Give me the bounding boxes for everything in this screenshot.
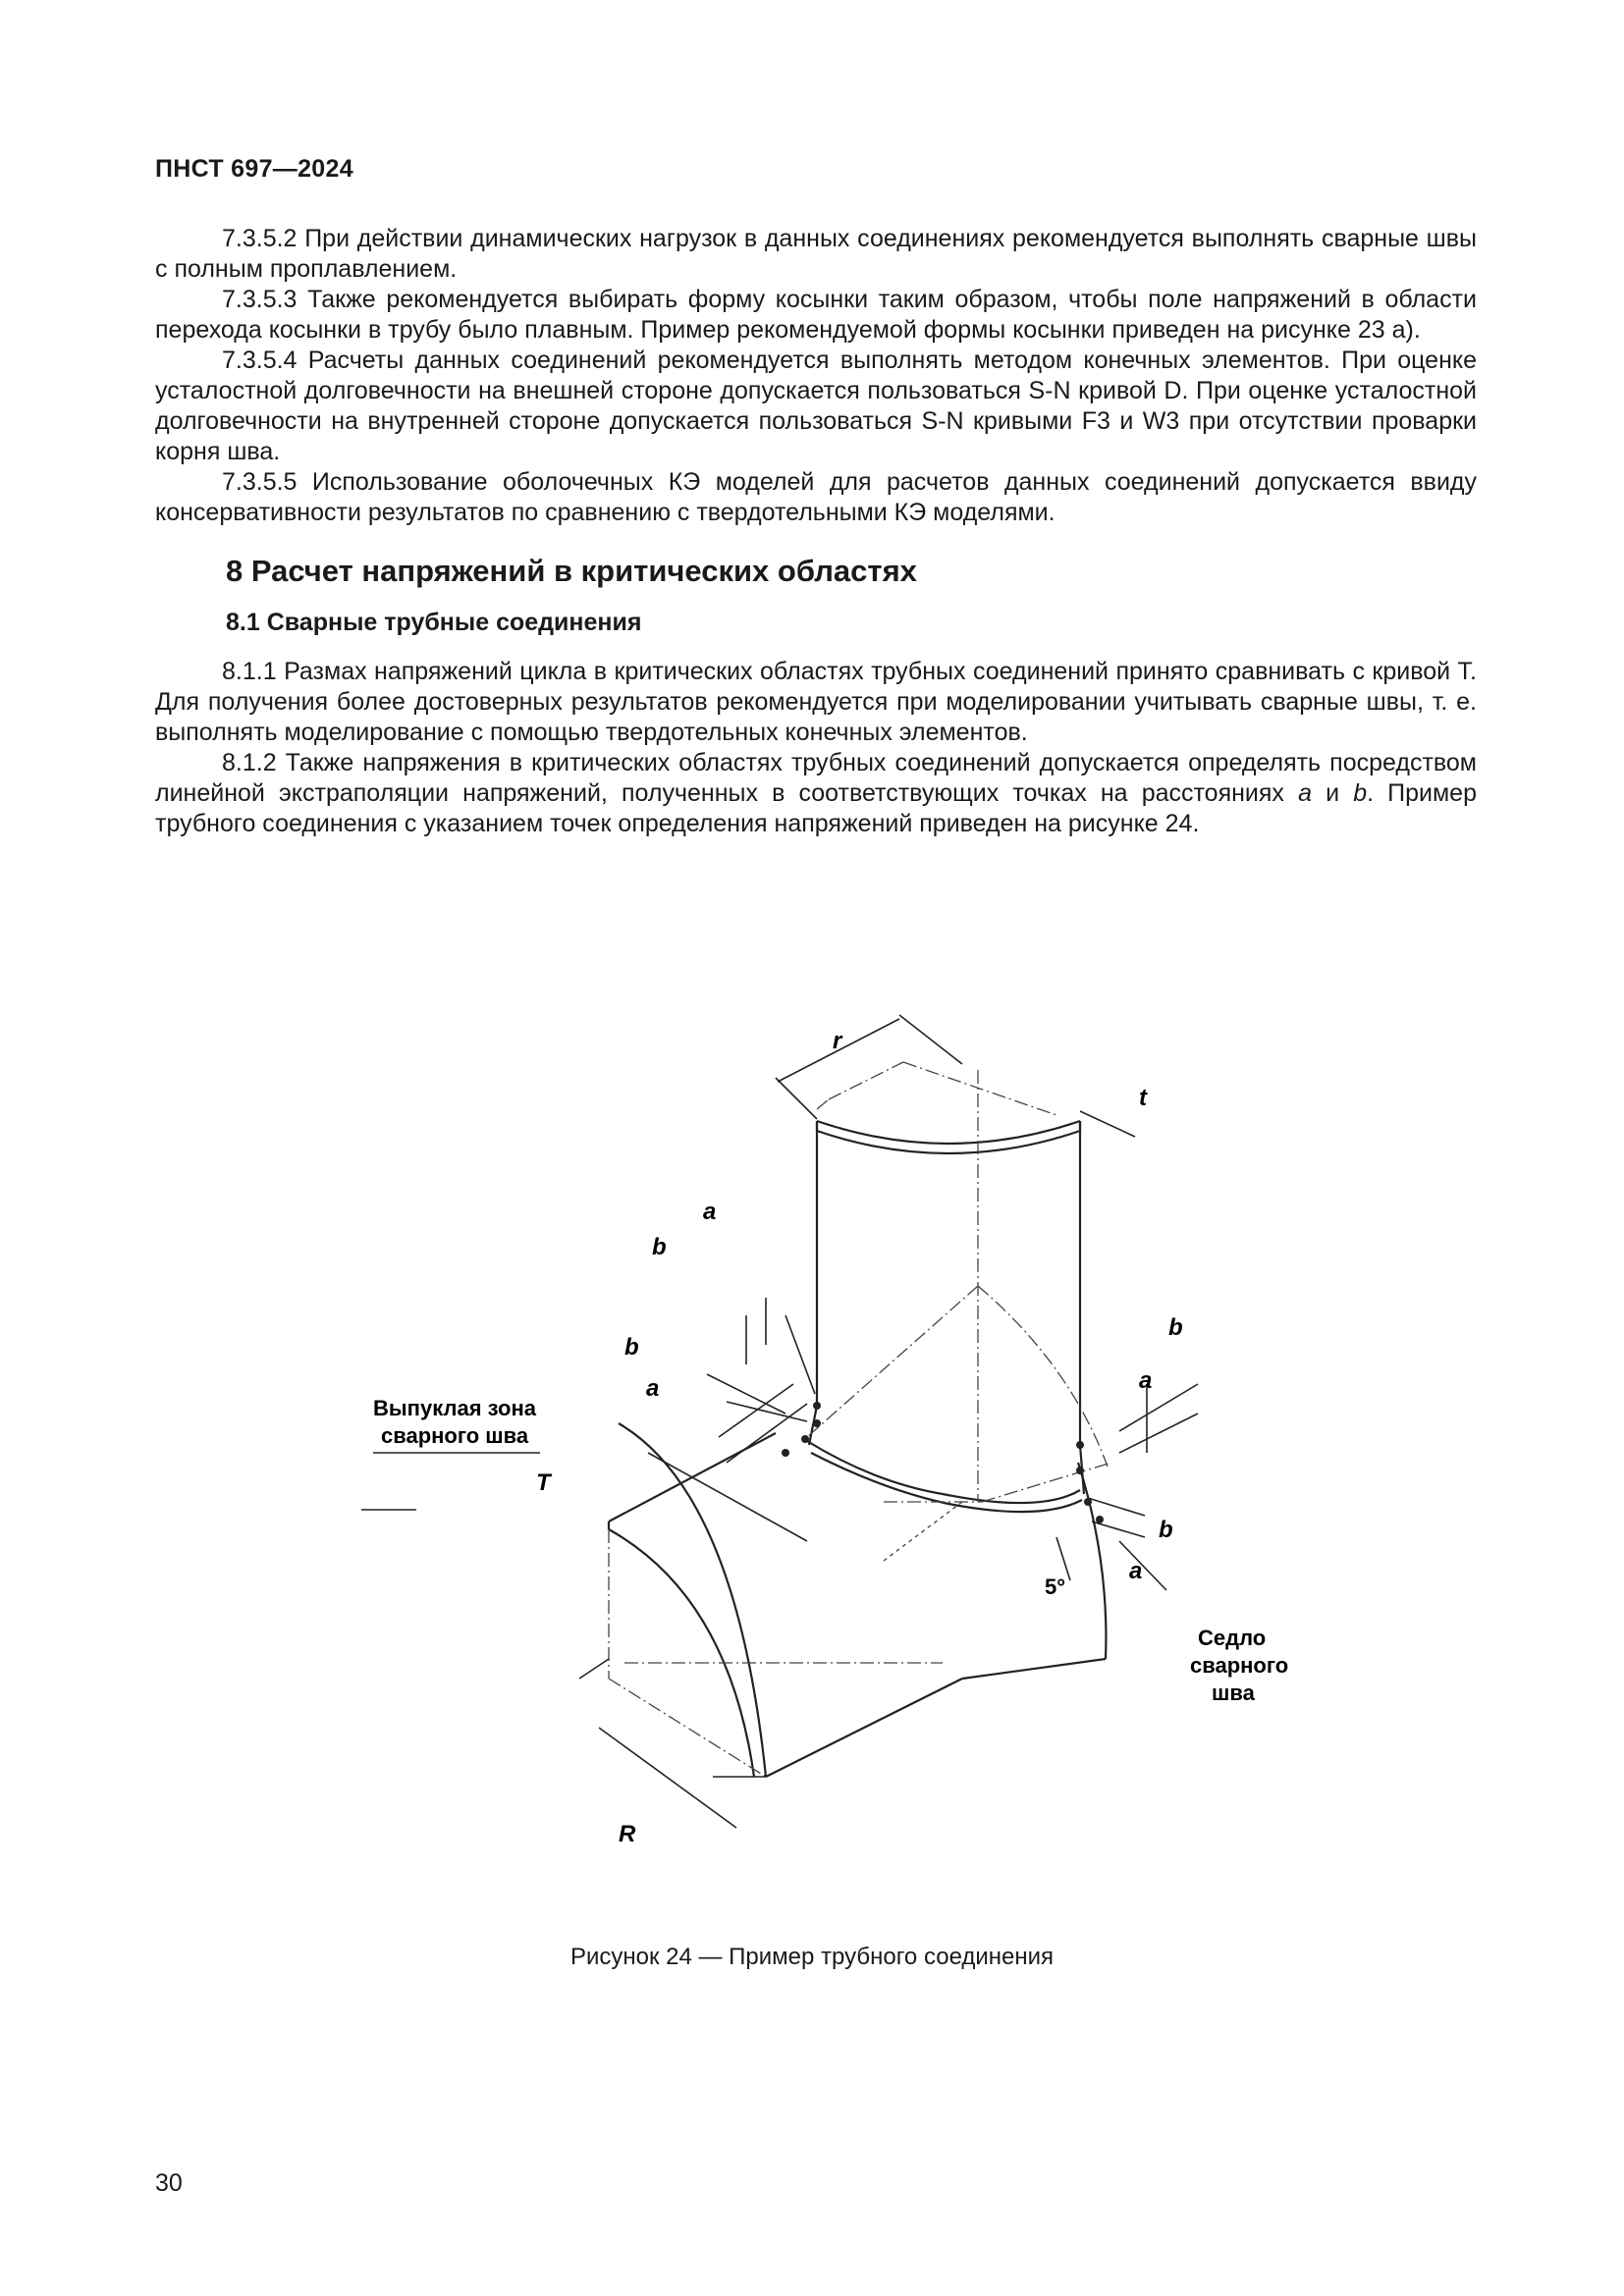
label-a-right: a xyxy=(1139,1367,1153,1394)
label-b-lower: b xyxy=(1159,1517,1173,1543)
paragraph-7-3-5-3: 7.3.5.3 Также рекомендуется выбирать форму косынки таким образом, чтобы поле напряжений в области перехода косынки в трубу было плавным. Пример рекомендуемой формы косынки приведен на рисунке 23 а). xyxy=(155,286,1477,344)
paragraph-7-3-5-2: 7.3.5.2 При действии динамических нагрузок в данных соединениях рекомендуется выполнять сварные швы с полным проплавлением. xyxy=(155,225,1477,283)
paragraph-8-1-2 xyxy=(155,748,1477,839)
label-convex-1: Выпуклая зона xyxy=(373,1396,536,1420)
label-t: t xyxy=(1139,1085,1147,1111)
paragraph-8-1-2-start: 8.1.2 Также напряжения в критических областях трубных соединений допускается определять посредством линейной экстраполяции напряжений, полученных в соответствующих точках на расстояниях xyxy=(155,749,1477,807)
paragraph-8-1-2-end: . Пример трубного соединения с указанием точек определения напряжений приведен на рисунке 24. xyxy=(155,779,1477,837)
label-T: T xyxy=(536,1469,551,1496)
symbol-b: b xyxy=(1353,779,1368,807)
weld-line-upper xyxy=(807,1441,1080,1503)
label-saddle-2: сварного xyxy=(1190,1653,1289,1678)
tubular-joint-drawing xyxy=(353,991,1316,1875)
paragraph-7-3-5-4: 7.3.5.4 Расчеты данных соединений рекомендуется выполнять методом конечных элементов. При оценке усталостной долговечности на внешней стороне допускается пользоваться S-N кривой D. При оценке усталостной долговечности на внутренней стороне допускается пользоваться S-N кривыми F3 и W3 при отсутствии проварки корня шва. xyxy=(155,347,1477,465)
label-saddle-1: Седло xyxy=(1198,1626,1267,1650)
document-code-header: ПНСТ 697—2024 xyxy=(155,155,353,183)
label-a-top: a xyxy=(703,1199,717,1225)
figure-caption: Рисунок 24 — Пример трубного соединения xyxy=(569,1944,1055,1970)
tubular-joint-figure xyxy=(353,991,1316,1875)
dim-t-line xyxy=(1080,1111,1135,1137)
symbol-a: a xyxy=(1298,779,1312,807)
document-body xyxy=(155,224,1477,839)
label-a-lower: a xyxy=(1129,1558,1143,1584)
brace-top-outer-arc xyxy=(817,1131,1080,1153)
label-R: R xyxy=(619,1821,636,1847)
chord-bottom-edge xyxy=(766,1679,962,1777)
label-convex-2: сварного шва xyxy=(381,1423,529,1448)
label-b-left: b xyxy=(624,1334,639,1361)
label-b-right: b xyxy=(1168,1314,1183,1341)
label-angle: 5° xyxy=(1045,1575,1066,1599)
paragraph-8-1-1: 8.1.1 Размах напряжений цикла в критических областях трубных соединений принято сравнивать с кривой T. Для получения более достоверных результатов рекомендуется при моделировании учитывать сварные швы, т. е. выполнять моделирование с помощью твердотельных конечных элементов. xyxy=(155,658,1477,746)
label-b-top: b xyxy=(652,1234,667,1260)
label-a-left: a xyxy=(646,1375,660,1402)
label-saddle-3: шва xyxy=(1212,1681,1255,1705)
section-heading: 8 Расчет напряжений в критических областях xyxy=(226,554,917,588)
chord-back-arc xyxy=(1078,1463,1106,1659)
paragraph-7-3-5-5: 7.3.5.5 Использование оболочечных КЭ моделей для расчетов данных соединений допускается ввиду консервативности результатов по сравнению с твердотельными КЭ моделями. xyxy=(155,468,1477,526)
label-r: r xyxy=(833,1028,842,1054)
conjunction-and: и xyxy=(1311,779,1354,807)
chord-front-outer-arc xyxy=(609,1529,754,1777)
subsection-heading: 8.1 Сварные трубные соединения xyxy=(226,609,642,636)
brace-top-inner-arc xyxy=(817,1121,1080,1144)
weld-line-lower xyxy=(811,1453,1082,1512)
page-number: 30 xyxy=(155,2169,183,2197)
